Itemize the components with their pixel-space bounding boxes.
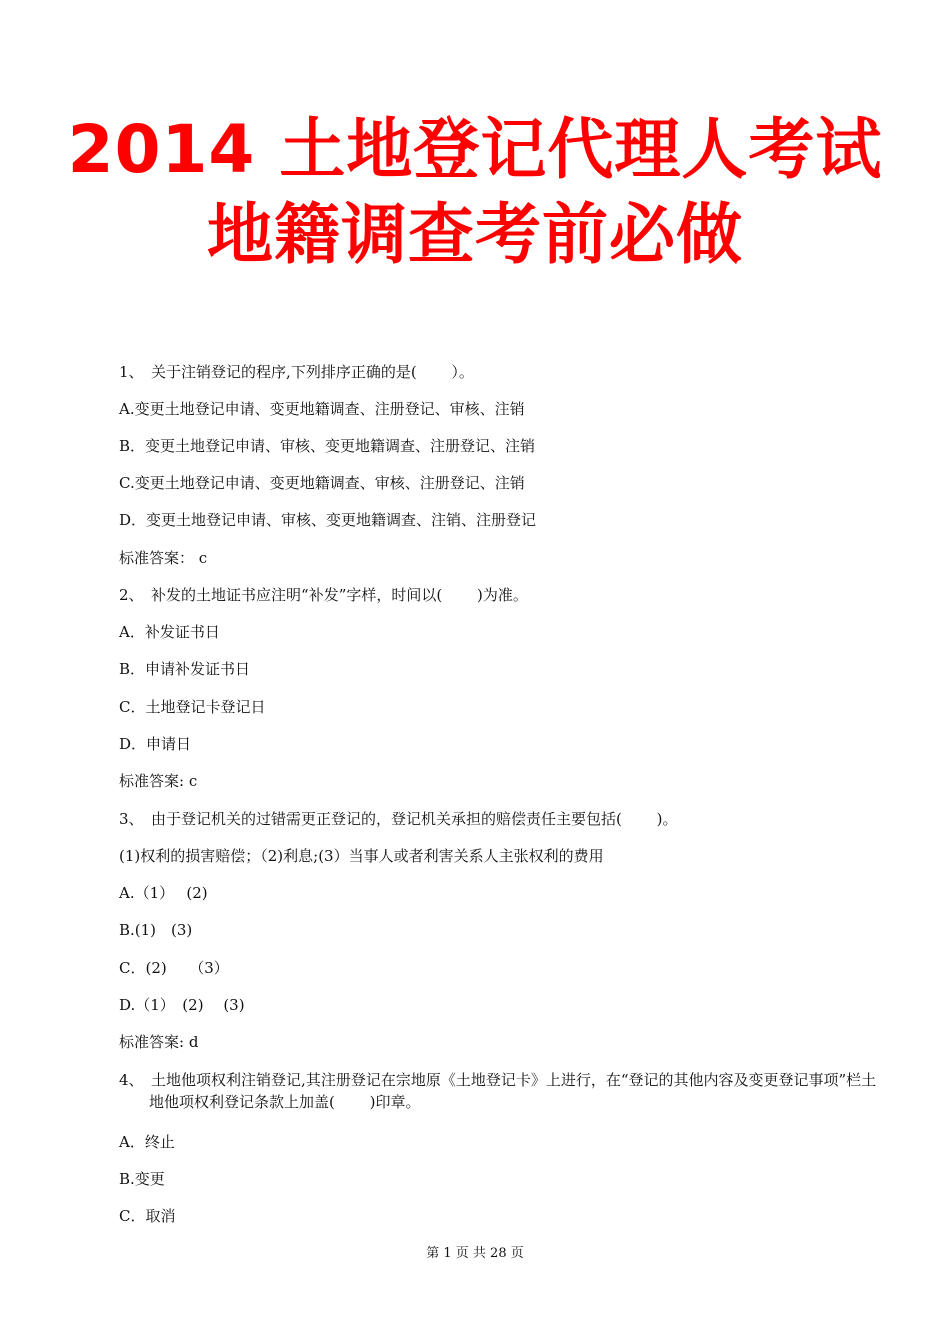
question-3-option-c: C．(2) （3） xyxy=(119,959,229,977)
question-3-option-d: D.（1） (2) (3) xyxy=(119,996,245,1014)
question-2-option-d: D．申请日 xyxy=(119,735,192,753)
question-1-answer: 标准答案： c xyxy=(119,549,208,567)
question-2-stem: 2、 补发的土地证书应注明“补发”字样，时间以( )为准。 xyxy=(119,586,528,604)
question-4-option-b: B.变更 xyxy=(119,1170,165,1188)
question-2-option-b: B．申请补发证书日 xyxy=(119,660,251,678)
question-1-option-d: D．变更土地登记申请、审核、变更地籍调查、注销、注册登记 xyxy=(119,511,537,529)
question-1-stem: 1、 关于注销登记的程序,下列排序正确的是( ）。 xyxy=(119,363,474,381)
question-1-option-b: B．变更土地登记申请、审核、变更地籍调查、注册登记、注销 xyxy=(119,437,536,455)
question-3-answer: 标准答案: d xyxy=(119,1033,199,1051)
document-title-line-1: 2014 土地登记代理人考试 xyxy=(67,111,883,188)
page-number-footer: 第 1 页 共 28 页 xyxy=(426,1246,524,1261)
question-3-option-b: B.(1) (3) xyxy=(119,921,193,939)
question-3-stem: 3、 由于登记机关的过错需更正登记的，登记机关承担的赔偿责任主要包括( )。 xyxy=(119,810,678,828)
question-4-stem: 4、 土地他项权利注销登记,其注册登记在宗地原《土地登记卡》上进行，在“登记的其他内容及变更登记事项”栏土地他项权利登记条款上加盖( )印章。 xyxy=(119,1071,877,1111)
question-2-option-a: A．补发证书日 xyxy=(119,623,220,641)
question-4-option-c: C．取消 xyxy=(119,1207,176,1225)
question-3-option-a: A.（1） (2) xyxy=(119,884,208,902)
question-2-option-c: C．土地登记卡登记日 xyxy=(119,698,266,716)
question-3-conditions: (1)权利的损害赔偿；（2)利息;(3）当事人或者利害关系人主张权利的费用 xyxy=(119,847,604,865)
question-1-option-a: A.变更土地登记申请、变更地籍调查、注册登记、审核、注销 xyxy=(119,400,525,418)
question-2-answer: 标准答案: c xyxy=(119,772,198,790)
document-title-line-2: 地籍调查考前必做 xyxy=(207,196,743,273)
question-1-option-c: C.变更土地登记申请、变更地籍调查、审核、注册登记、注销 xyxy=(119,474,525,492)
question-4-option-a: A．终止 xyxy=(119,1133,175,1151)
